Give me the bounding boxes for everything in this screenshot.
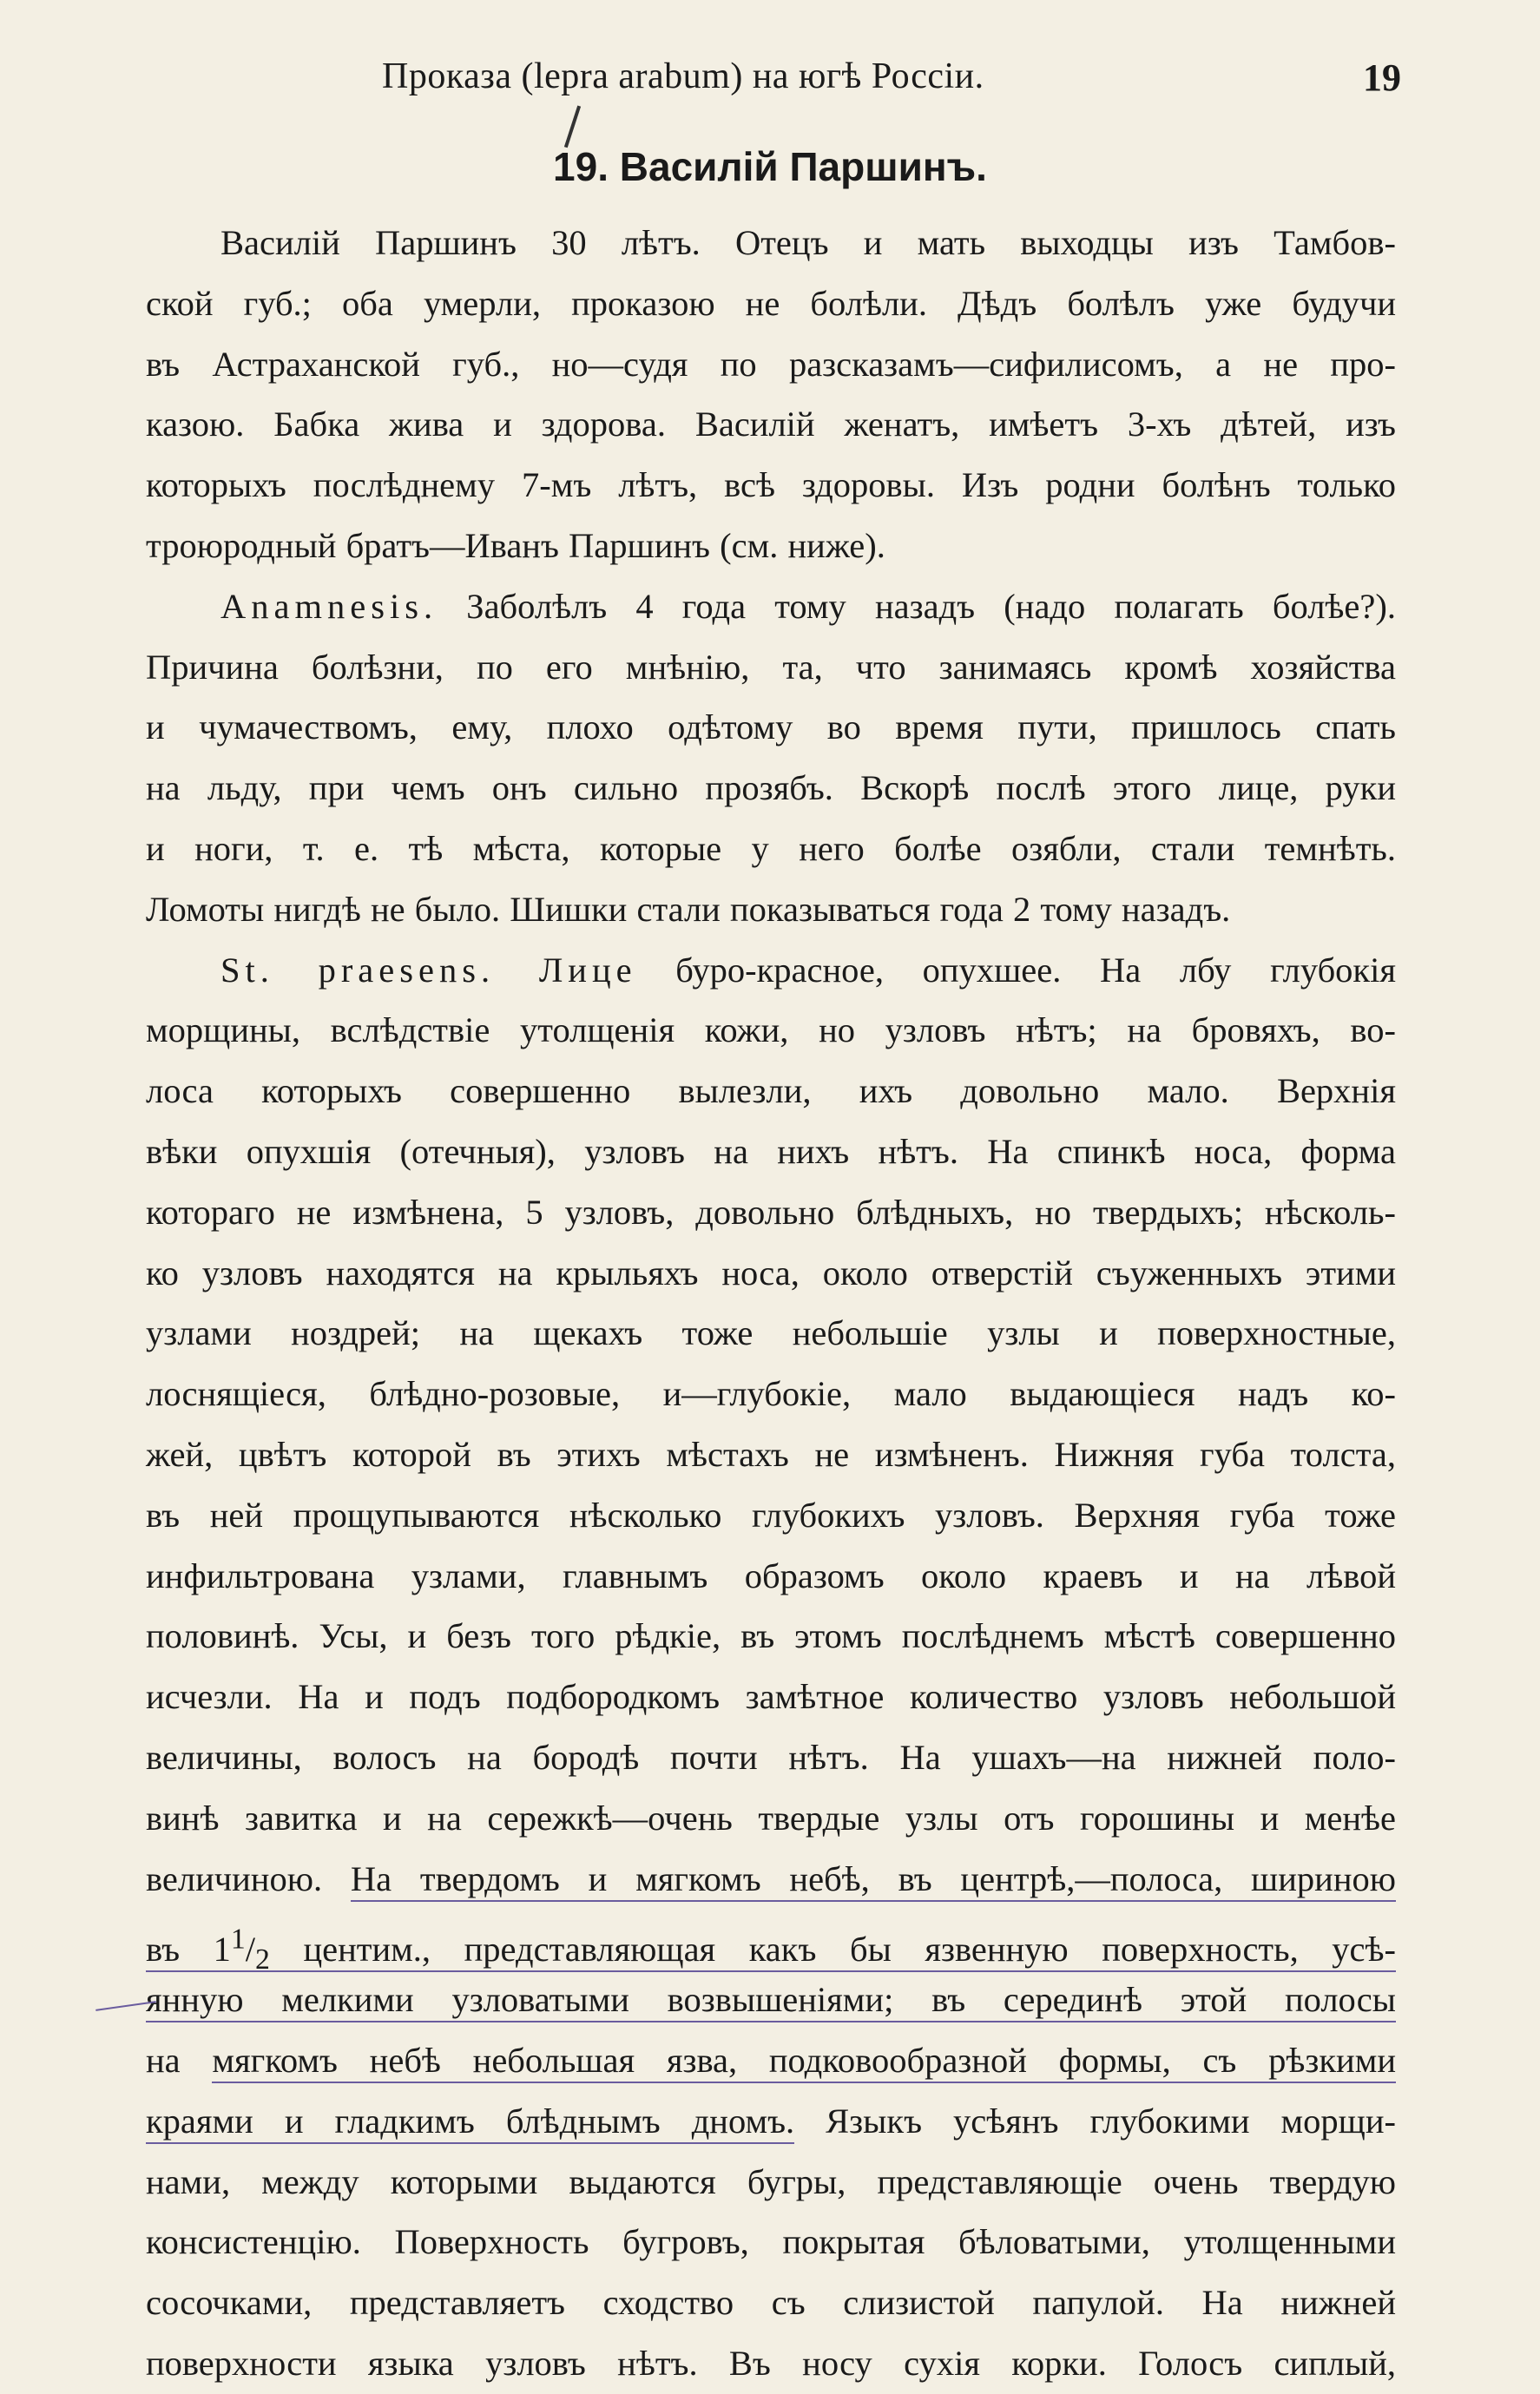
text-segment: въ 1 [146, 1929, 231, 1969]
text-line: троюродный братъ—Иванъ Паршинъ (см. ниже). [146, 525, 885, 565]
underlined-text: мягкомъ небѣ небольшая язва, подковообразной формы, съ рѣзкими [212, 2041, 1396, 2083]
text-line: котораго не измѣнена, 5 узловъ, довольно блѣдныхъ, но твердыхъ; нѣсколь- [146, 1192, 1396, 1232]
text-line: казою. Бабка жива и здорова. Василій женатъ, имѣетъ 3-хъ дѣтей, изъ [146, 404, 1396, 444]
anamnesis-text: Заболѣлъ 4 года тому назадъ (надо полагать болѣе?). [438, 586, 1396, 626]
text-segment: центим., [269, 1929, 464, 1969]
text-line: вѣки опухшія (отечныя), узловъ на нихъ нѣтъ. На спинкѣ носа, форма [146, 1131, 1396, 1171]
text-segment: Языкъ усѣянъ глубокими морщи- [794, 2101, 1396, 2141]
text-segment: на [146, 2040, 213, 2080]
case-number: 19 [553, 144, 598, 189]
text-line: половинѣ. Усы, и безъ того рѣдкіе, въ этомъ послѣднемъ мѣстѣ совершенно [146, 1616, 1396, 1656]
text-line: Василій Паршинъ 30 лѣтъ. Отецъ и мать выходцы изъ Тамбов- [220, 223, 1396, 262]
text-line: и ноги, т. е. тѣ мѣста, которые у него болѣе озябли, стали темнѣть. [146, 828, 1396, 868]
text-line: ко узловъ находятся на крыльяхъ носа, около отверстій съуженныхъ этими [146, 1253, 1396, 1292]
fraction-slash: / [245, 1929, 256, 1969]
underlined-text: янную мелкими узловатыми возвышеніями; въ серединѣ этой полосы [146, 1980, 1396, 2022]
text-line [146, 1849, 1396, 1910]
case-name: . Василій Паршинъ. [597, 144, 987, 189]
running-title: Проказа (lepra arabum) на югѣ Россіи. [382, 56, 984, 96]
page-number: 19 [1363, 56, 1401, 99]
text-line: величины, волосъ на бородѣ почти нѣтъ. На ушахъ—на нижней поло- [146, 1737, 1396, 1777]
text-line [146, 940, 1396, 1001]
text-line: морщины, вслѣдствіе утолщенія кожи, но узловъ нѣтъ; на бровяхъ, во- [146, 1010, 1396, 1050]
text-line: сосочками, представляетъ сходство съ слизистой папулой. На нижней [146, 2283, 1396, 2323]
fraction-denominator: 2 [255, 1943, 270, 1976]
text-line [146, 1970, 1396, 2030]
fraction-numerator: 1 [230, 1923, 246, 1956]
face-label: Лице [495, 950, 637, 990]
text-line: жей, цвѣтъ которой въ этихъ мѣстахъ не измѣненъ. Нижняя губа толста, [146, 1434, 1396, 1474]
underlined-text: краями и гладкимъ блѣднымъ дномъ. [146, 2101, 794, 2144]
status-text: буро-красное, опухшее. На лбу глубокія [636, 950, 1396, 990]
text-line: въ Астраханской губ., но—судя по разсказамъ—сифилисомъ, а не про- [146, 344, 1396, 384]
text-line [146, 2091, 1396, 2152]
text-line [146, 1909, 1396, 1976]
text-line: узлами ноздрей; на щекахъ тоже небольшіе узлы и поверхностные, [146, 1313, 1396, 1353]
text-line: ской губ.; оба умерли, проказою не болѣли. Дѣдъ болѣлъ уже будучи [146, 283, 1396, 323]
text-line: въ ней прощупываются нѣсколько глубокихъ узловъ. Верхняя губа тоже [146, 1495, 1396, 1535]
text-segment: представляющая какъ бы язвенную поверхность, усѣ- [464, 1929, 1396, 1969]
case-number-wrap [553, 144, 597, 189]
text-line: лоса которыхъ совершенно вылезли, ихъ довольно мало. Верхнія [146, 1071, 1396, 1111]
underlined-text [146, 1923, 1396, 1976]
text-line: винѣ завитка и на сережкѣ—очень твердые узлы отъ горошины и менѣе [146, 1798, 1396, 1838]
text-line: на льду, при чемъ онъ сильно прозябъ. Вскорѣ послѣ этого лице, руки [146, 768, 1396, 808]
text-line: инфильтрована узлами, главнымъ образомъ около краевъ и на лѣвой [146, 1555, 1396, 1595]
text-line: лоснящіеся, блѣдно-розовые, и—глубокіе, мало выдающіеся надъ ко- [146, 1374, 1396, 1414]
text-line: Причина болѣзни, по его мнѣнію, та, что занимаясь кромѣ хозяйства [146, 647, 1396, 687]
underlined-text: На твердомъ и мягкомъ небѣ, въ центрѣ,—полоса, шириною [351, 1859, 1396, 1902]
case-heading [0, 143, 1540, 190]
text-line [146, 2030, 1396, 2091]
text-line: и чумачествомъ, ему, плохо одѣтому во время пути, пришлось спать [146, 707, 1396, 747]
text-line: Ломоты нигдѣ не было. Шишки стали показываться года 2 тому назадъ. [146, 889, 1231, 929]
text-line [146, 576, 1396, 637]
fraction [230, 1923, 270, 1976]
text-line: поверхности языка узловъ нѣтъ. Въ носу сухія корки. Голосъ сиплый, [146, 2343, 1396, 2383]
text-line: которыхъ послѣднему 7-мъ лѣтъ, всѣ здоровы. Изъ родни болѣнъ только [146, 465, 1396, 505]
text-line: консистенцію. Поверхность бугровъ, покрытая бѣловатыми, утолщенными [146, 2222, 1396, 2262]
anamnesis-label: Anamnesis. [220, 586, 438, 626]
text-line: нами, между которыми выдаются бугры, представляющіе очень твердую [146, 2161, 1396, 2201]
text-line: исчезли. На и подъ подбородкомъ замѣтное количество узловъ небольшой [146, 1677, 1396, 1717]
text-segment: величиною. [146, 1858, 351, 1898]
body-text [146, 213, 1396, 2394]
status-label: St. praesens. [220, 950, 496, 990]
